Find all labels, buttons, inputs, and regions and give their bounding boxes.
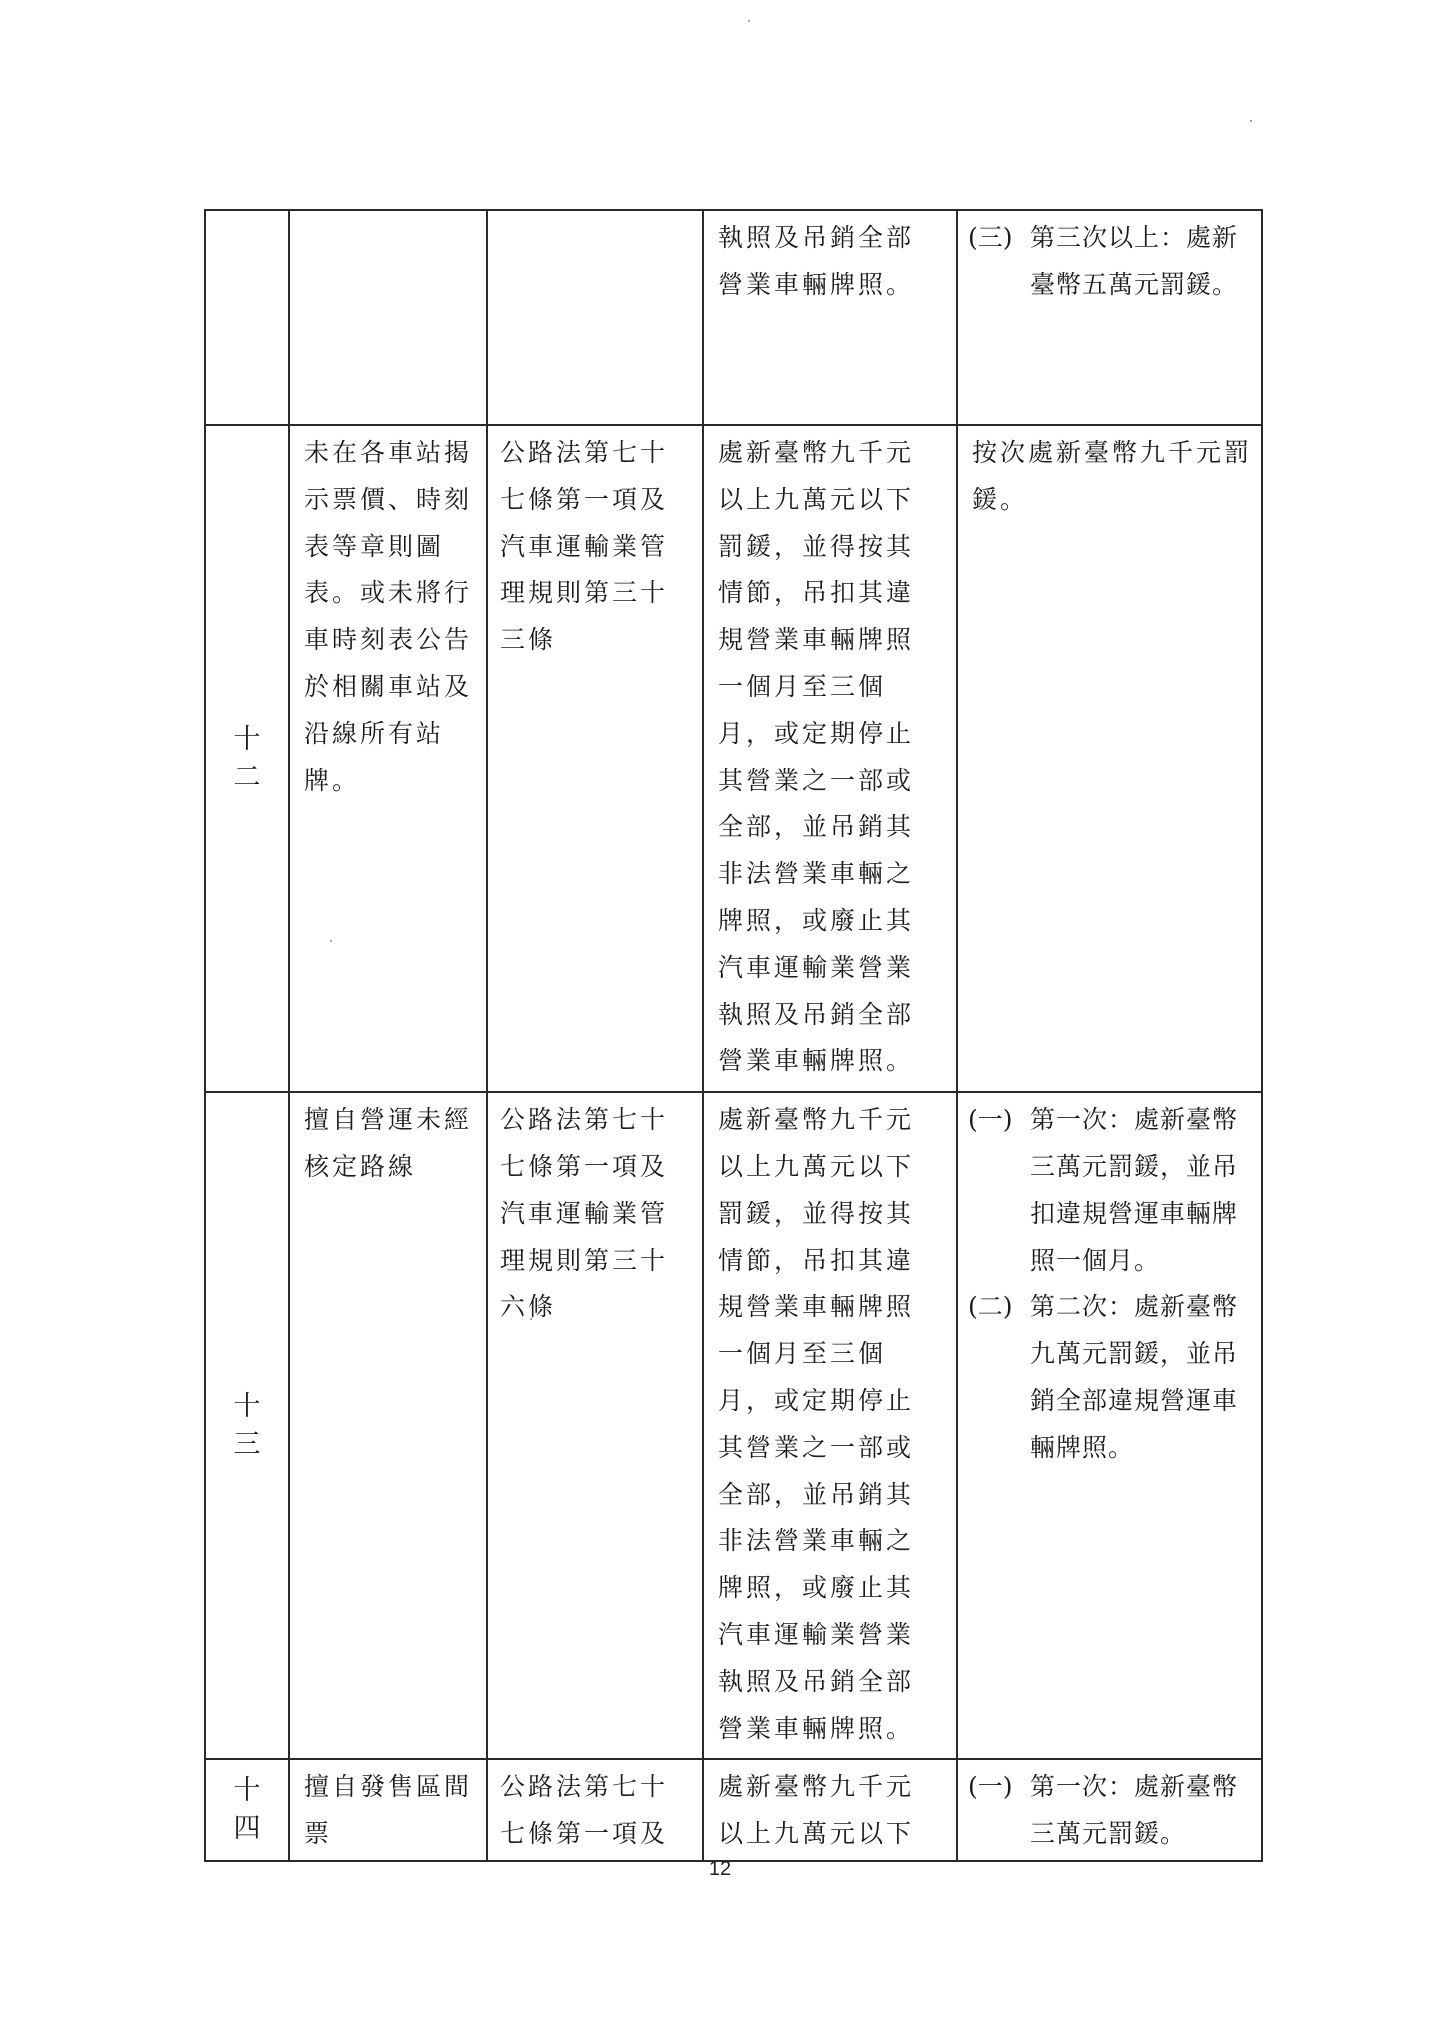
item-number: 十 二 [233,723,261,793]
item-rest: 九萬元罰鍰，並吊 銷全部違規營運車 輛牌照。 [1030,1339,1239,1462]
penalty-range-text: 處新臺幣九千元 以上九萬元以下 [718,1772,915,1849]
violation-cell [289,1092,487,1759]
table-row [205,425,1262,1092]
penalty-range-cell [703,425,957,1092]
penalty-standard-item [968,1764,1253,1858]
item-first-line: 第二次：處新臺幣 [1030,1292,1239,1322]
page-number: 12 [708,1858,732,1880]
item-rest: 臺幣五萬元罰鍰。 [1030,269,1239,299]
penalty-range-cell [703,1092,957,1759]
penalty-table [204,209,1263,1862]
item-first-line: 第三次以上：處新 [1030,223,1239,252]
item-number-cell [205,1092,289,1759]
table-row [205,1092,1262,1759]
legal-basis-cell [487,210,703,425]
legal-basis-cell [487,1092,703,1759]
item-number-cell [205,425,289,1092]
violation-cell [289,210,487,425]
penalty-standard-cell [957,1759,1262,1861]
item-number: 十 四 [233,1775,261,1845]
penalty-standard-item [968,1097,1253,1284]
penalty-standard-item [968,1284,1253,1471]
table-row [205,1759,1262,1861]
legal-basis-text: 公路法第七十 七條第一項及 [500,1772,669,1849]
penalty-standard-text: 按次處新臺幣九千元罰 鍰。 [972,438,1253,514]
violation-cell [289,425,487,1092]
legal-basis-cell [487,425,703,1092]
item-number-cell [205,210,289,425]
penalty-range-text: 執照及吊銷全部 營業車輛牌照。 [718,223,915,299]
table-row [205,210,1262,425]
legal-basis-text: 公路法第七十 七條第一項及 汽車運輸業管 理規則第三十 六條 [500,1105,669,1322]
penalty-range-cell [703,210,957,425]
penalty-standard-cell [957,1092,1262,1759]
penalty-range-cell [703,1759,957,1861]
item-rest: 三萬元罰鍰。 [1030,1819,1187,1849]
violation-text: 未在各車站揭 示票價、時刻 表等章則圖 表。或未將行 車時刻表公告 於相關車站及 沿線所有站 牌。 [304,438,473,795]
violation-text: 擅自發售區間 票 [304,1772,473,1849]
penalty-range-text: 處新臺幣九千元 以上九萬元以下 罰鍰，並得按其 情節，吊扣其違 規營業車輛牌照 一個月至三個 月，或定期停止 其營業之一部或 全部，並吊銷其 非法營業車輛之 牌照，或廢止其 汽車運輸業營業 執照及吊銷全部 營業車輛牌照。 [718,438,915,1076]
item-prefix: (二) [968,1292,1013,1322]
penalty-range-text: 處新臺幣九千元 以上九萬元以下 罰鍰，並得按其 情節，吊扣其違 規營業車輛牌照 一個月至三個 月，或定期停止 其營業之一部或 全部，並吊銷其 非法營業車輛之 牌照，或廢止其 汽車運輸業營業 執照及吊銷全部 營業車輛牌照。 [718,1105,915,1743]
item-prefix: (一) [968,1772,1013,1802]
item-rest: 三萬元罰鍰，並吊 扣違規營運車輛牌 照一個月。 [1030,1151,1239,1275]
item-first-line: 第一次：處新臺幣 [1030,1105,1239,1135]
legal-basis-text: 公路法第七十 七條第一項及 汽車運輸業管 理規則第三十 三條 [500,438,669,655]
item-number-cell [205,1759,289,1861]
legal-basis-cell [487,1759,703,1861]
violation-text: 擅自營運未經 核定路線 [304,1105,473,1181]
scan-speck [1250,120,1252,122]
scan-speck [748,20,750,22]
penalty-standard-cell [957,425,1262,1092]
penalty-standard-cell [957,210,1262,425]
item-prefix: (一) [968,1105,1013,1135]
violation-cell [289,1759,487,1861]
item-number: 十 三 [233,1390,261,1460]
penalty-standard-item [968,215,1253,309]
item-first-line: 第一次：處新臺幣 [1030,1772,1239,1802]
item-prefix: (三) [968,223,1013,252]
